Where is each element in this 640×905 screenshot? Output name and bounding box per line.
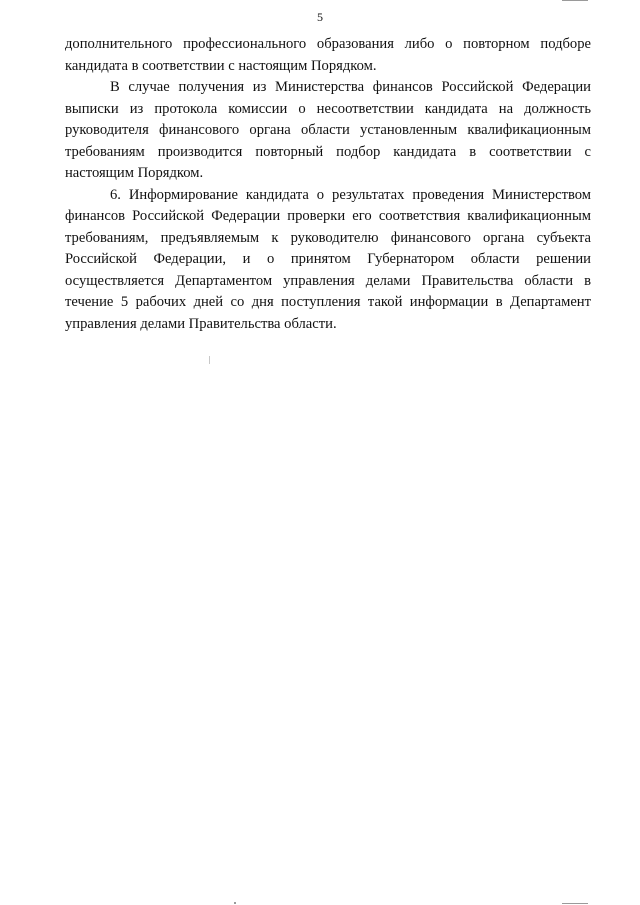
- paragraph-repeat-selection: В случае получения из Министерства финансов Российской Федерации выписки из протокола комиссии о несоответствии кандидата на должность руководителя финансового органа области установленным квалификационным требованиям производится повторный подбор кандидата в соответствии с настоящим Порядком.: [65, 79, 591, 181]
- scan-artifact: [234, 902, 236, 904]
- scan-artifact: [562, 0, 588, 1]
- page-number: 5: [317, 10, 323, 24]
- document-body: [65, 34, 591, 335]
- scan-artifact: [209, 356, 210, 364]
- scan-artifact: [562, 903, 588, 904]
- paragraph-continuation: дополнительного профессионального образования либо о повторном подборе кандидата в соответствии с настоящим Порядком.: [65, 36, 591, 74]
- paragraph-item-6: 6. Информирование кандидата о результатах проведения Министерством финансов Российской Федерации проверки его соответствия квалификационным требованиям, предъявляемым к руководителю финансового органа субъекта Российской Федерации, и о принятом Губернатором области решении осуществляется Департаментом управления делами Правительства области в течение 5 рабочих дней со дня поступления такой информации в Департамент управления делами Правительства области.: [65, 186, 591, 332]
